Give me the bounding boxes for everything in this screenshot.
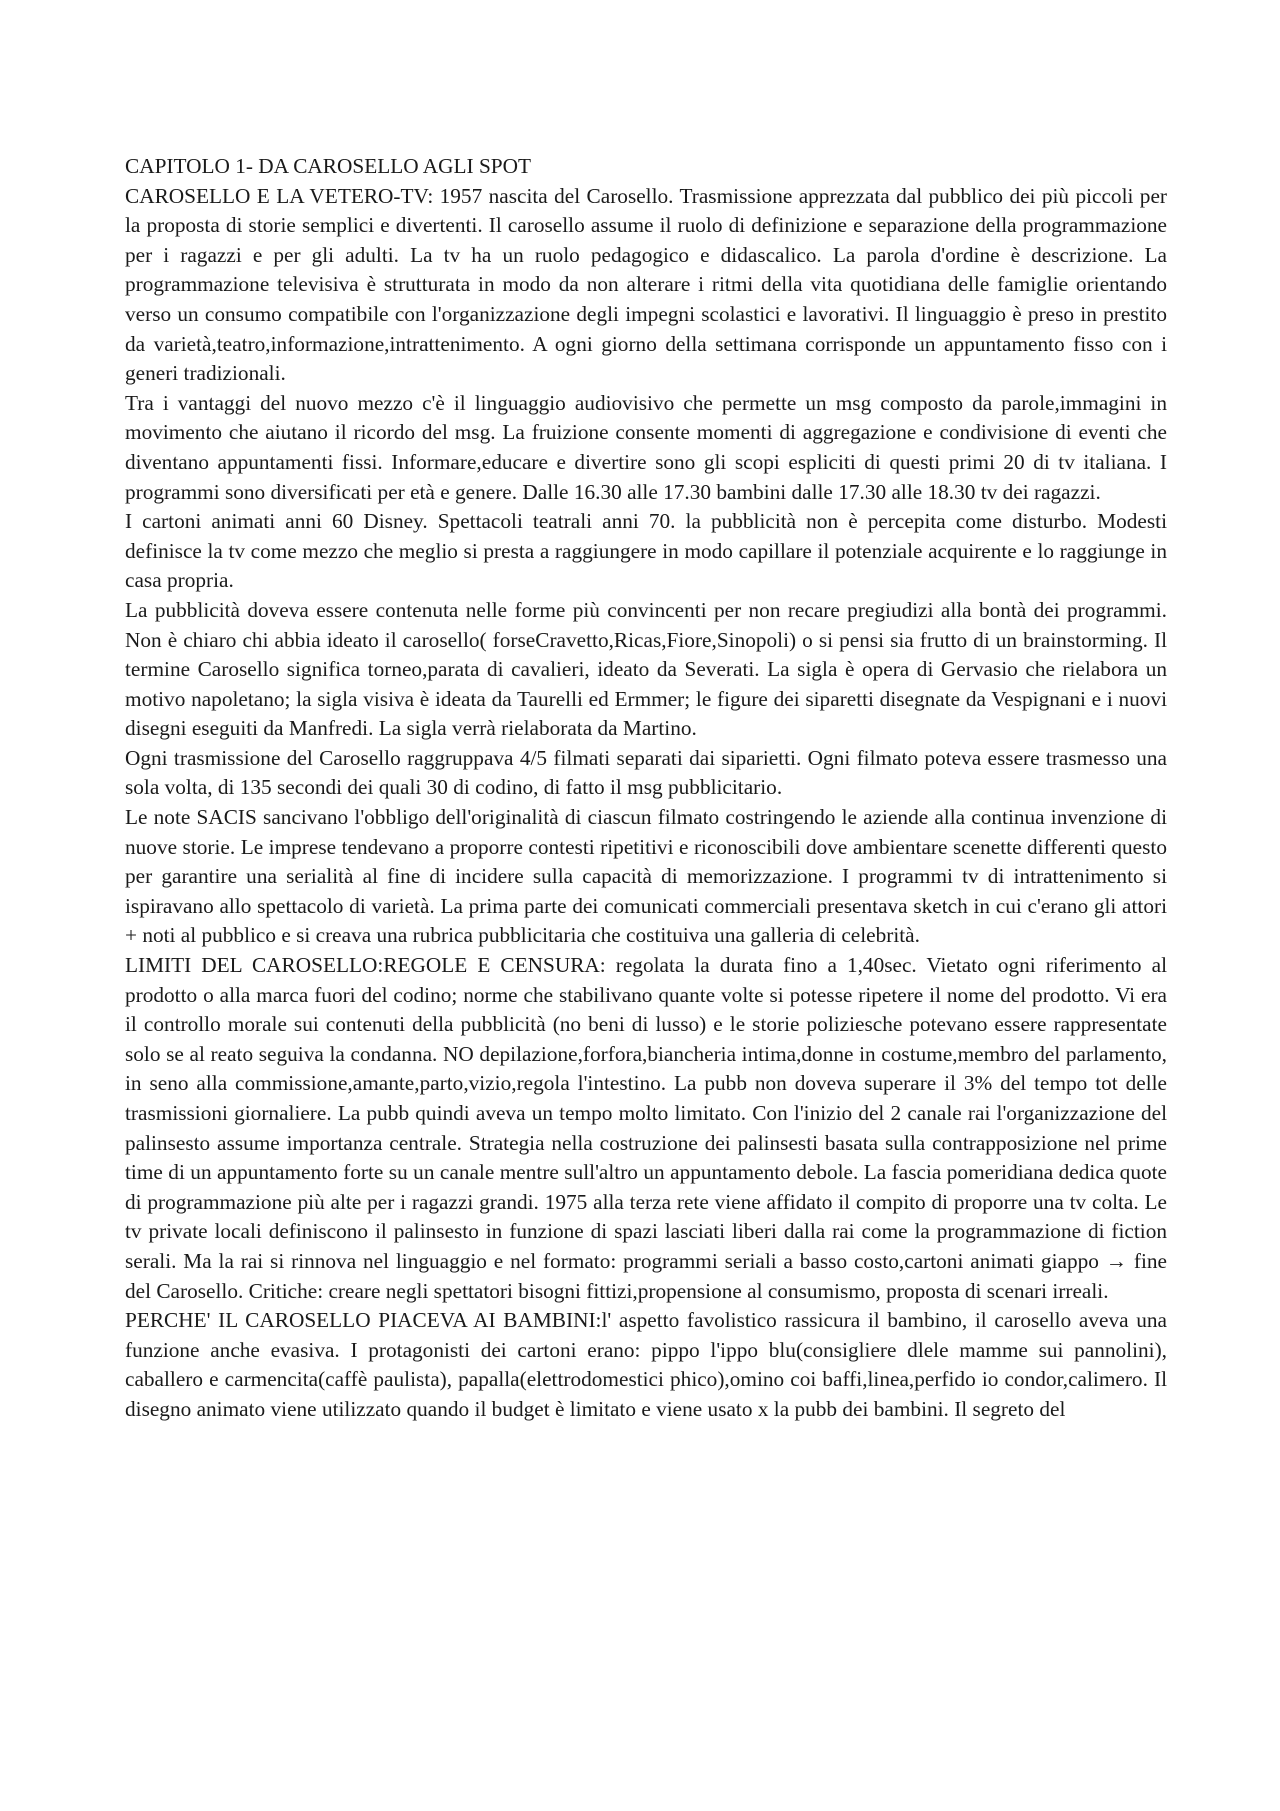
paragraph: PERCHE' IL CAROSELLO PIACEVA AI BAMBINI:l' aspetto favolistico rassicura il bambino, il carosello aveva una funzione anche evasiva. I protagonisti dei cartoni erano: pippo l'ippo blu(consigliere dlele mamme sui pannolini), caballero e carmencita(caffè paulista), papalla(elettrodomestici phico),omino coi baffi,linea,perfido io condor,calimero. Il disegno animato viene utilizzato quando il budget è limitato e viene usato x la pubb dei bambini. Il segreto del [125,1308,1167,1421]
paragraph: CAROSELLO E LA VETERO-TV: 1957 nascita del Carosello. Trasmissione apprezzata dal pubblico dei più piccoli per la proposta di storie semplici e divertenti. Il carosello assume il ruolo di definizione e separazione della programmazione per i ragazzi e per gli adulti. La tv ha un ruolo pedagogico e didascalico. La parola d'ordine è descrizione. La programmazione televisiva è strutturata in modo da non alterare i ritmi della vita quotidiana delle famiglie orientando verso un consumo compatibile con l'organizzazione degli impegni scolastici e lavorativi. Il linguaggio è preso in prestito da varietà,teatro,informazione,intrattenimento. A ogni giorno della settimana corrisponde un appuntamento fisso con i generi tradizionali. [125,183,1167,386]
paragraph: I cartoni animati anni 60 Disney. Spettacoli teatrali anni 70. la pubblicità non è percepita come disturbo. Modesti definisce la tv come mezzo che meglio si presta a raggiungere in modo capillare il potenziale acquirente e lo raggiunge in casa propria. [125,509,1167,593]
document-page [125,152,1167,1425]
paragraph: LIMITI DEL CAROSELLO:REGOLE E CENSURA: regolata la durata fino a 1,40sec. Vietato ogni riferimento al prodotto o alla marca fuori del codino; norme che stabilivano quante volte si potesse ripetere il nome del prodotto. Vi era il controllo morale sui contenuti della pubblicità (no beni di lusso) e le storie poliziesche potevano essere rappresentate solo se al reato seguiva la condanna. NO depilazione,forfora,biancheria intima,donne in costume,membro del parlamento, in seno alla commissione,amante,parto,vizio,regola l'intestino. La pubb non doveva superare il 3% del tempo tot delle trasmissioni giornaliere. La pubb quindi aveva un tempo molto limitato. Con l'inizio del 2 canale rai l'organizzazione del palinsesto assume importanza centrale. Strategia nella costruzione dei palinsesti basata sulla contrapposizione nel prime time di un appuntamento forte su un canale mentre sull'altro un appuntamento debole. La fascia pomeridiana dedica quote di programmazione più alte per i ragazzi grandi. 1975 alla terza rete viene affidato il compito di proporre una tv colta. Le tv private locali definiscono il palinsesto in funzione di spazi lasciati liberi dalla rai come la programmazione di fiction serali. Ma la rai si rinnova nel linguaggio e nel formato: programmi seriali a basso costo,cartoni animati giappo → fine del Carosello. Critiche: creare negli spettatori bisogni fittizi,propensione al consumismo, proposta di scenari irreali. [125,953,1167,1303]
paragraph: La pubblicità doveva essere contenuta nelle forme più convincenti per non recare pregiudizi alla bontà dei programmi. Non è chiaro chi abbia ideato il carosello( forseCravetto,Ricas,Fiore,Sinopoli) o si pensi sia frutto di un brainstorming. Il termine Carosello significa torneo,parata di cavalieri, ideato da Severati. La sigla è opera di Gervasio che rielabora un motivo napoletano; la sigla visiva è ideata da Taurelli ed Ermmer; le figure dei siparetti disegnate da Vespignani e i nuovi disegni eseguiti da Manfredi. La sigla verrà rielaborata da Martino. [125,597,1167,741]
chapter-title: CAPITOLO 1- DA CAROSELLO AGLI SPOT [125,154,532,178]
paragraph: Tra i vantaggi del nuovo mezzo c'è il linguaggio audiovisivo che permette un msg composto da parole,immagini in movimento che aiutano il ricordo del msg. La fruizione consente momenti di aggregazione e condivisione di eventi che diventano appuntamenti fissi. Informare,educare e divertire sono gli scopi espliciti di questi primi 20 di tv italiana. I programmi sono diversificati per età e genere. Dalle 16.30 alle 17.30 bambini dalle 17.30 alle 18.30 tv dei ragazzi. [125,390,1167,504]
paragraph: Le note SACIS sancivano l'obbligo dell'originalità di ciascun filmato costringendo le aziende alla continua invenzione di nuove storie. Le imprese tendevano a proporre contesti ripetitivi e riconoscibili dove ambientare scenette differenti questo per garantire una serialità al fine di incidere sulla capacità di memorizzazione. I programmi tv di intrattenimento si ispiravano allo spettacolo di varietà. La prima parte dei comunicati commerciali presentava sketch in cui c'erano gli attori + noti al pubblico e si creava una rubrica pubblicitaria che costituiva una galleria di celebrità. [125,805,1167,948]
paragraph: Ogni trasmissione del Carosello raggruppava 4/5 filmati separati dai siparietti. Ogni filmato poteva essere trasmesso una sola volta, di 135 secondi dei quali 30 di codino, di fatto il msg pubblicitario. [125,745,1167,800]
